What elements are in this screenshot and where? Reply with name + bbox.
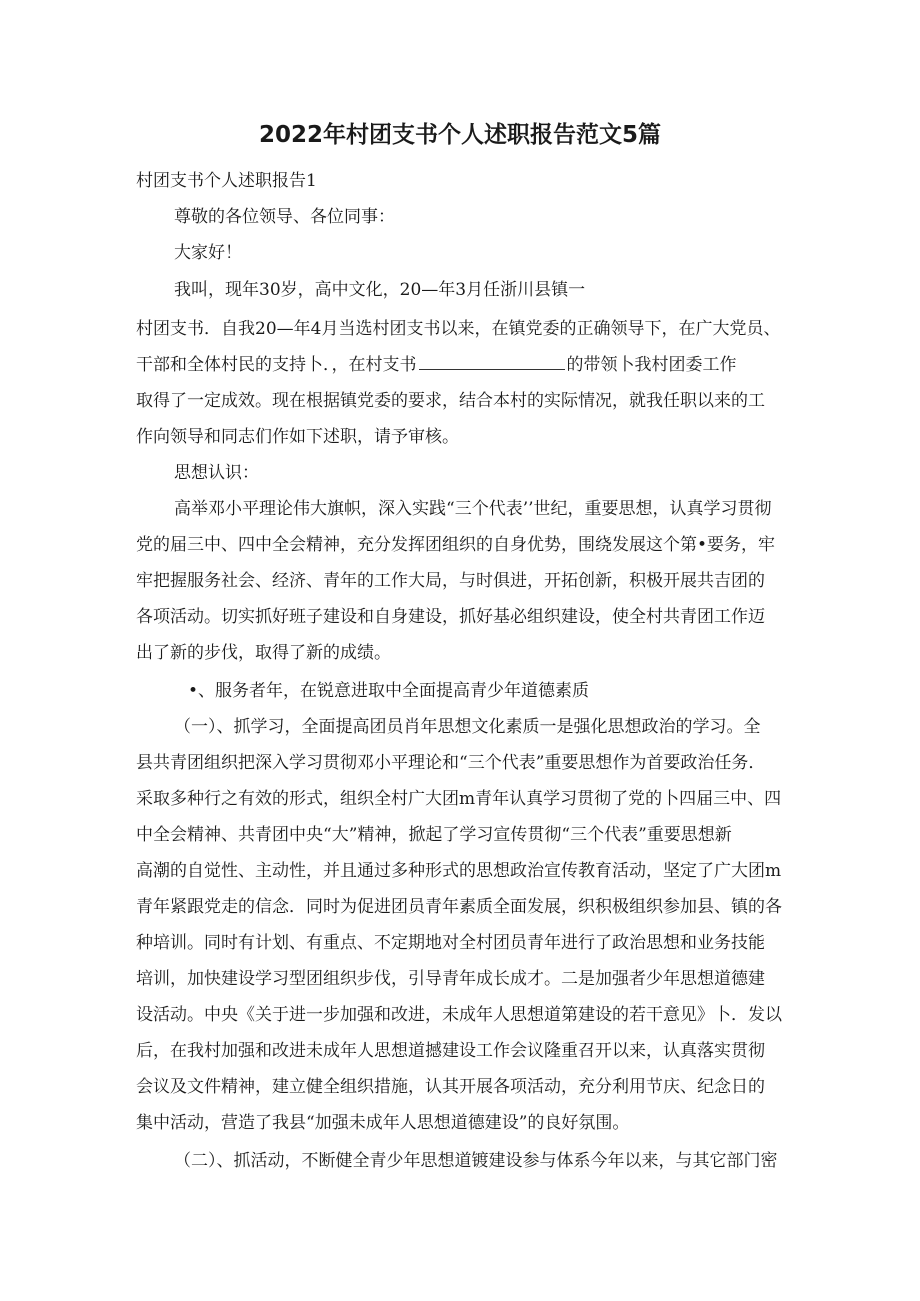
- section-heading: 村团支书个人述职报告1: [136, 171, 317, 191]
- body-line: 中全会精神、共青团中央“大”精神，掀起了学习宣传贯彻“三个代表”重要思想新: [136, 825, 732, 845]
- body-line: 集中活动，营造了我县“加强未成年人思想道德建设”的良好氛围。: [136, 1113, 630, 1133]
- body-line: 高潮的自觉性、主动性，并且通过多种形式的思想政治宣传教育活动，坚定了广大团m: [136, 861, 782, 881]
- body-line: 牢把握服务社会、经济、青年的工作大局，与时俱进，开拓创新，积极开展共吉团的: [136, 571, 765, 591]
- document-title: 2022年村团支书个人述职报告范文5篇: [258, 122, 662, 148]
- body-line: 取得了一定成效。现在根据镇党委的要求，结合本村的实际情况，就我任职以来的工: [136, 391, 765, 411]
- body-line: 县共青团组织把深入学习贯彻邓小平理论和“三个代表”重要思想作为首要政治任务．: [136, 753, 766, 773]
- body-text: 干部和全体村民的支持卜．，在村支书: [136, 355, 417, 375]
- body-line: 设活动。中央《关于进一步加强和改进，未成年人思想道第建设的若干意见》卜．发以: [136, 1005, 782, 1025]
- greeting: 大家好！: [174, 243, 242, 263]
- body-line: 各项活动。切实抓好班子建设和自身建设，抓好基必组织建设，使全村共青团工作迈: [136, 607, 765, 627]
- body-line: 青年紧跟党走的信念．同时为促进团员青年素质全面发展，织积极组织参加县、镇的各: [136, 897, 782, 917]
- body-line: （一）、抓学习，全面提高团员肖年思想文化素质一是强化思想政治的学习。全: [174, 717, 761, 737]
- body-line: 会议及文件精神，建立健全组织措施，认其开展各项活动，充分利用节庆、纪念日的: [136, 1077, 765, 1097]
- body-line: （二）、抓活动，不断健全青少年思想道镀建设参与体系今年以来，与其它部门密: [174, 1151, 778, 1171]
- subheading: 思想认识：: [174, 463, 259, 483]
- body-line: 培训，加快建设学习型团组织步伐，引导青年成长成才。二是加强者少年思想道德建: [136, 969, 765, 989]
- body-line: 采取多种行之有效的形式，组织全村广大团m青年认真学习贯彻了党的卜四届三中、四: [136, 789, 782, 809]
- body-line: 高举邓小平理论伟大旗帜，深入实践“三个代表’’世纪，重要思想，认真学习贯彻: [174, 499, 772, 519]
- body-line: 出了新的步伐，取得了新的成绩。: [136, 643, 391, 663]
- body-line: 村团支书．自我20—年4月当选村团支书以来，在镇党委的正确领导下，在广大党员、: [136, 319, 781, 339]
- body-line: 我叫，现年30岁，高中文化，20—年3月任浙川县镇一: [174, 280, 586, 300]
- body-line-with-blank: [136, 354, 737, 376]
- body-line: 后，在我村加强和改进未成年人思想道撼建设工作会议隆重召开以来，认真落实贯彻: [136, 1041, 765, 1061]
- salutation: 尊敬的各位领导、各位同事：: [174, 207, 395, 227]
- subheading: •、服务者年，在锐意进取中全面提高青少年道德素质: [188, 681, 590, 701]
- body-text: 的带领卜我村团委工作: [566, 355, 737, 375]
- body-line: 党的届三中、四中全会精神，充分发挥团组织的自身优势，围绕发展这个第•要务，牢: [136, 535, 776, 555]
- body-line: 作向领导和同志们作如下述职，请予审核。: [136, 427, 459, 447]
- body-line: 种培训。同时有计划、有重点、不定期地对全村团员青年进行了政治思想和业务技能: [136, 933, 765, 953]
- fill-in-blank: [419, 355, 565, 370]
